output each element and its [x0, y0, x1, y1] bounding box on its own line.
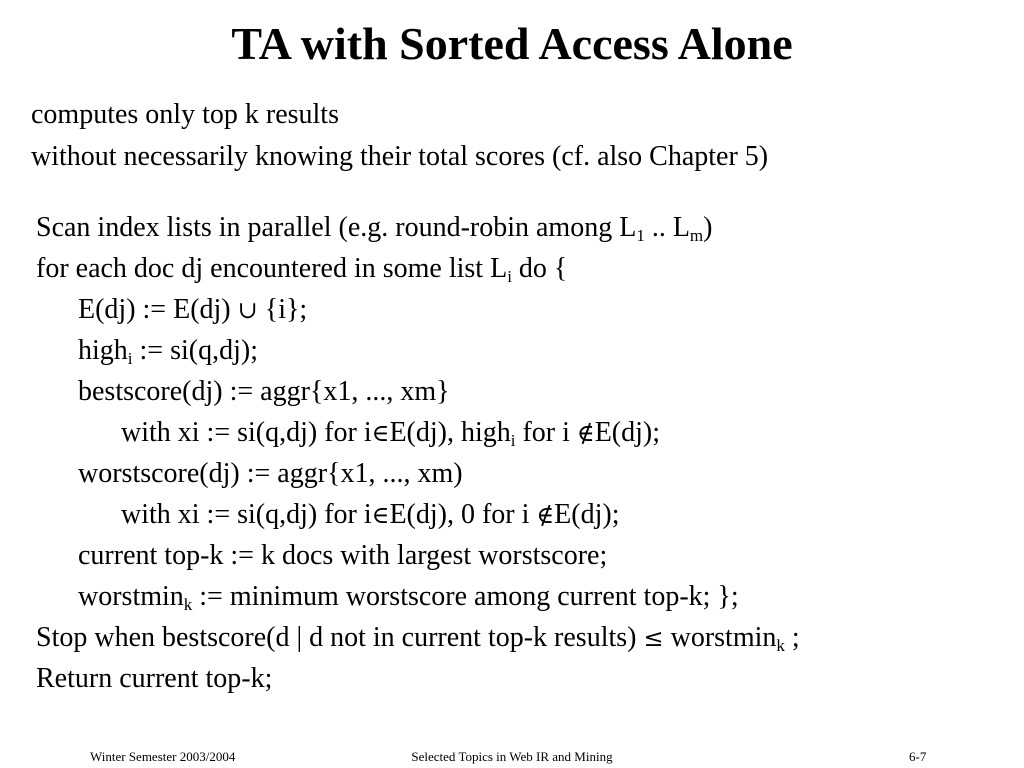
slide-title: TA with Sorted Access Alone: [231, 18, 793, 69]
algo-text: E(dj);: [594, 417, 660, 448]
subscript: i: [507, 267, 512, 286]
algo-text: for i: [515, 417, 577, 448]
intro-line-1: computes only top k results: [31, 99, 339, 130]
algo-line-update-e: [36, 289, 800, 330]
algo-text: E(dj) := E(dj): [78, 294, 238, 325]
algo-line-worstmin: [36, 576, 800, 617]
subscript: i: [510, 431, 516, 450]
algo-text: with xi := si(q,dj) for i: [121, 499, 372, 530]
algo-text: worstmin: [663, 622, 777, 653]
subscript: k: [183, 595, 193, 614]
element-of-symbol: ∈: [371, 501, 390, 529]
algo-text: for each doc dj encountered in some list L: [36, 253, 508, 284]
union-symbol: ∪: [237, 296, 258, 324]
not-element-of-symbol: ∉: [536, 501, 555, 529]
footer-course-title: Selected Topics in Web IR and Mining: [411, 749, 613, 764]
element-of-symbol: ∈: [371, 419, 390, 447]
algo-line-bestscore: bestscore(dj) := aggr{x1, ..., xm}: [78, 376, 450, 407]
subscript: 1: [636, 226, 645, 245]
not-element-of-symbol: ∉: [576, 419, 595, 447]
less-or-equal-symbol: ≤: [643, 624, 664, 652]
subscript: k: [776, 636, 785, 655]
footer-semester: Winter Semester 2003/2004: [90, 749, 236, 764]
subscript: i: [127, 349, 133, 368]
algo-line-stop: [36, 617, 800, 658]
algo-line-scan: [36, 207, 800, 248]
algo-text: .. L: [644, 212, 690, 243]
algo-text: {i};: [257, 294, 308, 325]
algo-text: ): [703, 212, 713, 243]
algo-text: Stop when bestscore(d | d not in current top-k results): [36, 622, 644, 653]
footer-page-number: 6-7: [909, 749, 927, 764]
algo-text: E(dj), 0 for i: [389, 499, 537, 530]
intro-line-2: without necessarily knowing their total scores (cf. also Chapter 5): [31, 141, 769, 172]
algo-text: E(dj), high: [389, 417, 511, 448]
subscript: m: [689, 226, 704, 245]
algo-text: Scan index lists in parallel (e.g. round-robin among L: [36, 212, 637, 243]
algo-text: := minimum worstscore among current top-k; };: [192, 581, 739, 612]
algo-line-for-each: [36, 248, 800, 289]
algo-text: high: [78, 335, 128, 366]
algorithm-block: [36, 207, 800, 699]
algo-line-bestscore-detail: [36, 412, 800, 453]
algo-line-worstscore-detail: [36, 494, 800, 535]
algo-line-return: Return current top-k;: [36, 663, 273, 694]
algo-line-worstscore: worstscore(dj) := aggr{x1, ..., xm): [78, 458, 463, 489]
algo-text: with xi := si(q,dj) for i: [121, 417, 372, 448]
algo-text: := si(q,dj);: [132, 335, 258, 366]
algo-text: do {: [511, 253, 568, 284]
algo-text: E(dj);: [554, 499, 620, 530]
algo-line-high: [36, 330, 800, 371]
algo-text: worstmin: [78, 581, 184, 612]
algo-text: ;: [784, 622, 800, 653]
algo-line-current-topk: current top-k := k docs with largest worstscore;: [78, 540, 608, 571]
intro-text: [31, 94, 768, 178]
